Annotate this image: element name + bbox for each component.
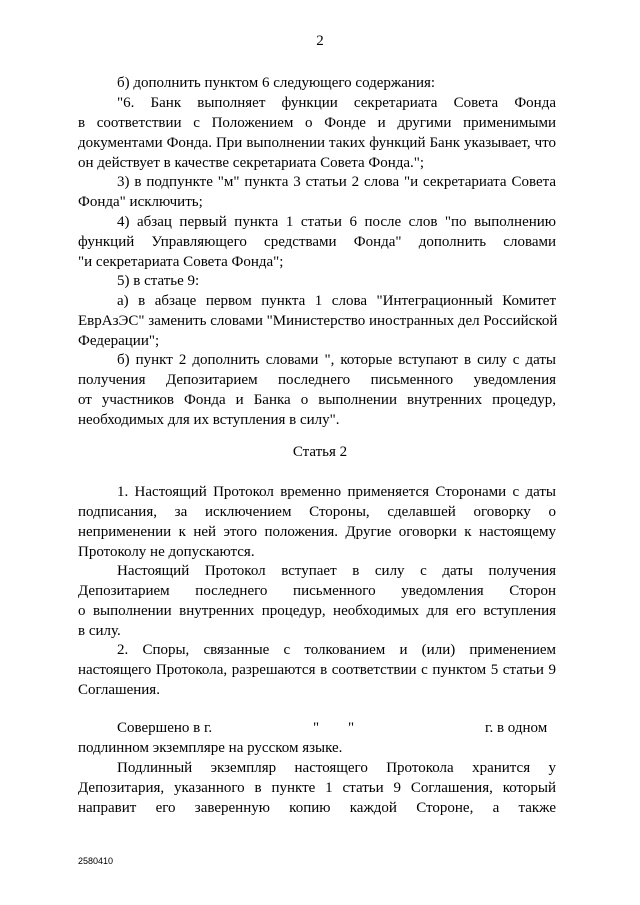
text-line: неприменении к ней этого положения. Другие оговорки к настоящему bbox=[78, 524, 556, 540]
text-line: Депозитарием последнего письменного уведомления Сторон bbox=[78, 583, 556, 599]
text-line: необходимых для их вступления в силу". bbox=[78, 412, 340, 428]
text-line: а) в абзаце первом пункта 1 слова "Интеграционный Комитет bbox=[117, 293, 556, 309]
text-line: Федерации"; bbox=[78, 333, 160, 349]
text-line: б) пункт 2 дополнить словами ", которые вступают в силу с даты bbox=[117, 352, 556, 368]
text-line: 5) в статье 9: bbox=[117, 273, 200, 289]
text-line: функций Управляющего средствами Фонда" дополнить словами bbox=[78, 234, 556, 250]
document-code: 2580410 bbox=[78, 856, 114, 866]
text-line: б) дополнить пунктом 6 следующего содержания: bbox=[117, 75, 436, 91]
text-line: Депозитария, указанного в пункте 1 статьи 9 Соглашения, который bbox=[78, 780, 556, 796]
text-line: Настоящий Протокол вступает в силу с даты получения bbox=[117, 563, 556, 579]
text-line: он действует в качестве секретариата Совета Фонда."; bbox=[78, 155, 425, 171]
page-number: 2 bbox=[316, 33, 324, 49]
text-line: Подлинный экземпляр настоящего Протокола хранится у bbox=[117, 760, 556, 776]
text-line: о выполнении внутренних процедур, необходимых для его вступления bbox=[78, 603, 556, 619]
text-line: подписания, за исключением Стороны, сделавшей оговорку о bbox=[78, 504, 556, 520]
text-line: 4) абзац первый пункта 1 статьи 6 после слов "по выполнению bbox=[117, 214, 556, 230]
text-line: "и секретариата Совета Фонда"; bbox=[78, 254, 284, 270]
text-line: 2. Споры, связанные с толкованием и (или) применением bbox=[117, 642, 556, 658]
text-line: получения Депозитарием последнего письменного уведомления bbox=[78, 372, 556, 388]
text-line: ЕврАзЭС" заменить словами "Министерство иностранных дел Российской bbox=[78, 313, 558, 329]
text-line: направит его заверенную копию каждой Стороне, а также bbox=[78, 800, 556, 816]
text-line: Соглашения. bbox=[78, 682, 160, 698]
text-line: настоящего Протокола, разрешаются в соответствии с пунктом 5 статьи 9 bbox=[78, 662, 556, 678]
text-line: Протоколу не допускаются. bbox=[78, 544, 255, 560]
text-line: в силу. bbox=[78, 623, 121, 639]
text-line: подлинном экземпляре на русском языке. bbox=[78, 740, 343, 756]
text-line: от участников Фонда и Банка о выполнении внутренних процедур, bbox=[78, 392, 556, 408]
text-line: Фонда" исключить; bbox=[78, 194, 203, 210]
signature-line-part: " bbox=[313, 720, 320, 736]
text-line: 1. Настоящий Протокол временно применяется Сторонами с даты bbox=[117, 484, 556, 500]
text-line: в соответствии с Положением о Фонде и другими применимыми bbox=[78, 115, 556, 131]
text-line: "6. Банк выполняет функции секретариата Совета Фонда bbox=[117, 95, 556, 111]
signature-line-part: г. в одном bbox=[485, 720, 548, 736]
text-line: 3) в подпункте "м" пункта 3 статьи 2 слова "и секретариата Совета bbox=[117, 174, 556, 190]
signature-line-part: Совершено в г. bbox=[117, 720, 213, 736]
article-heading: Статья 2 bbox=[292, 444, 348, 460]
text-line: документами Фонда. При выполнении таких функций Банк указывает, что bbox=[78, 135, 556, 151]
signature-line-part: " bbox=[348, 720, 355, 736]
